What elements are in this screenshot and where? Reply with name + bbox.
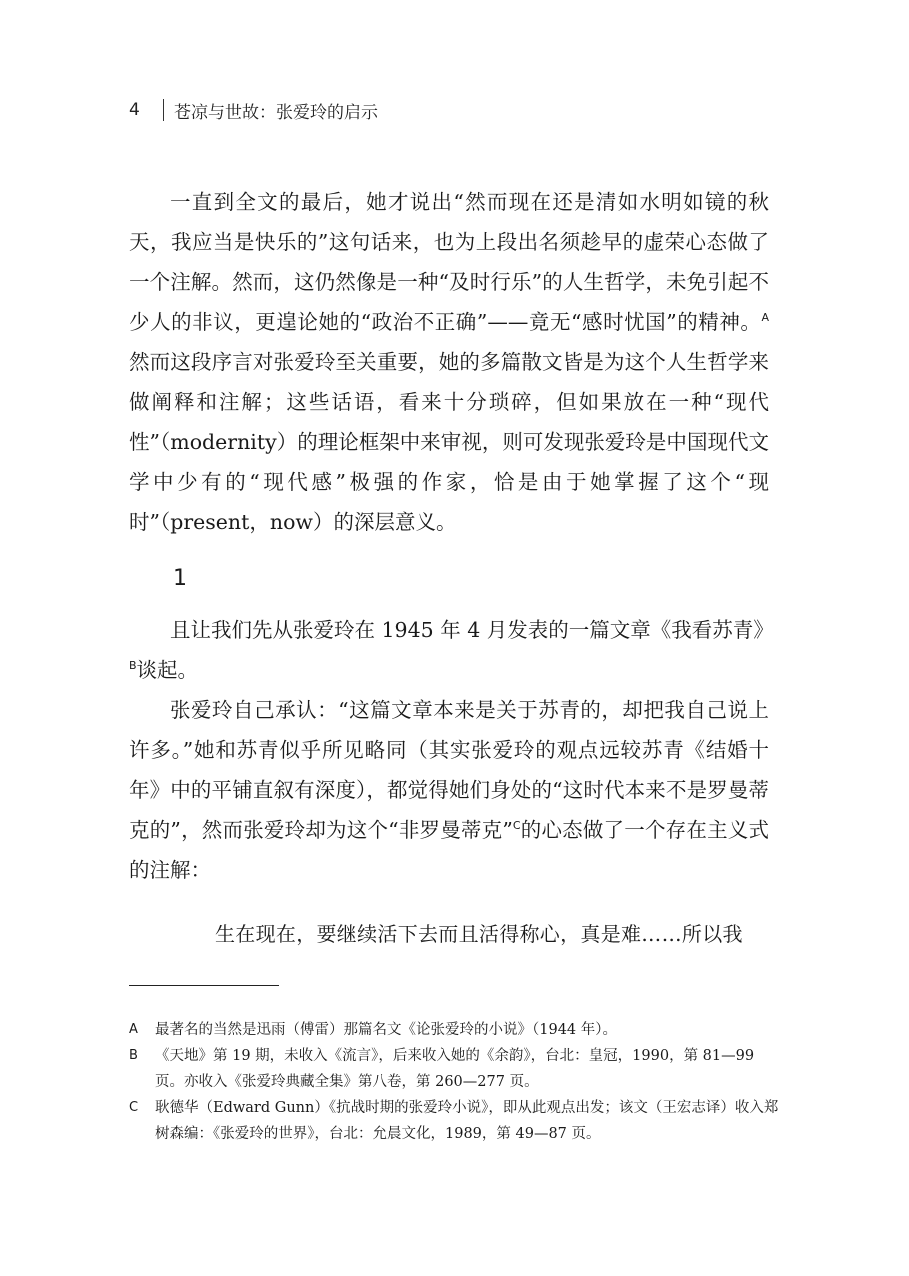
footnote-mark: C — [129, 1100, 139, 1115]
block-quote: 生在现在，要继续活下去而且活得称心，真是难……所以我 — [215, 922, 743, 946]
paragraph-2: 且让我们先从张爱玲在 1945 年 4 月发表的一篇文章《我看苏青》$^B$谈起。 — [129, 618, 774, 682]
running-header — [129, 96, 378, 124]
footnote-mark: A — [129, 1022, 138, 1037]
footnote-c — [129, 1095, 779, 1147]
running-title: 苍凉与世故：张爱玲的启示 — [174, 102, 378, 123]
footnote-separator — [129, 985, 279, 986]
footnote-text: 耿德华（Edward Gunn）《抗战时期的张爱玲小说》，即从此观点出发；该文（王宏志译）收入郑树森编：《张爱玲的世界》，台北：允晨文化，1989，第 49—87 页。 — [155, 1100, 779, 1142]
paragraph-3: 张爱玲自己承认：“这篇文章本来是关于苏青的，却把我自己说上许多。”她和苏青似乎所见略同（其实张爱玲的观点远较苏青《结婚十年》中的平铺直叙有深度），都觉得她们身处的“这时代本来不是罗曼蒂克的”，然而张爱玲却为这个“非罗曼蒂克”$^C$的心态做了一个存在主义式的注解： — [129, 698, 769, 882]
footnote-text: 最著名的当然是迅雨（傅雷）那篇名文《论张爱玲的小说》（1944 年）。 — [155, 1022, 618, 1038]
footnote-text: 《天地》第 19 期，未收入《流言》，后来收入她的《余韵》，台北：皇冠，1990，第 81—99 页。亦收入《张爱玲典藏全集》第八卷，第 260—277 页。 — [155, 1048, 755, 1090]
main-text — [129, 182, 774, 890]
footnote-ref-b[interactable]: B — [129, 659, 137, 672]
footnote-a — [129, 1017, 779, 1043]
footnote-ref-c[interactable]: C — [512, 819, 521, 832]
footnotes — [129, 1017, 779, 1147]
paragraph-1: 一直到全文的最后，她才说出“然而现在还是清如水明如镜的秋天，我应当是快乐的”这句话来，也为上段出名须趁早的虚荣心态做了一个注解。然而，这仍然像是一种“及时行乐”的人生哲学，未免引起不少人的非议，更遑论她的“政治不正确”——竟无“感时忧国”的精神。$^A$然而这段序言对张爱玲至关重要，她的多篇散文皆是为这个人生哲学来做阐释和注解；这些话语，看来十分琐碎，但如果放在一种“现代性”（modernity）的理论框架中来审视，则可发现张爱玲是中国现代文学中少有的“现代感”极强的作家，恰是由于她掌握了这个“现时”（present，now）的深层意义。 — [129, 190, 769, 534]
footnote-ref-a[interactable]: A — [761, 311, 769, 324]
footnote-mark: B — [129, 1048, 138, 1063]
section-number: 1 — [173, 566, 187, 591]
header-divider — [163, 99, 164, 121]
page-number: 4 — [129, 100, 140, 120]
footnote-b — [129, 1043, 779, 1095]
